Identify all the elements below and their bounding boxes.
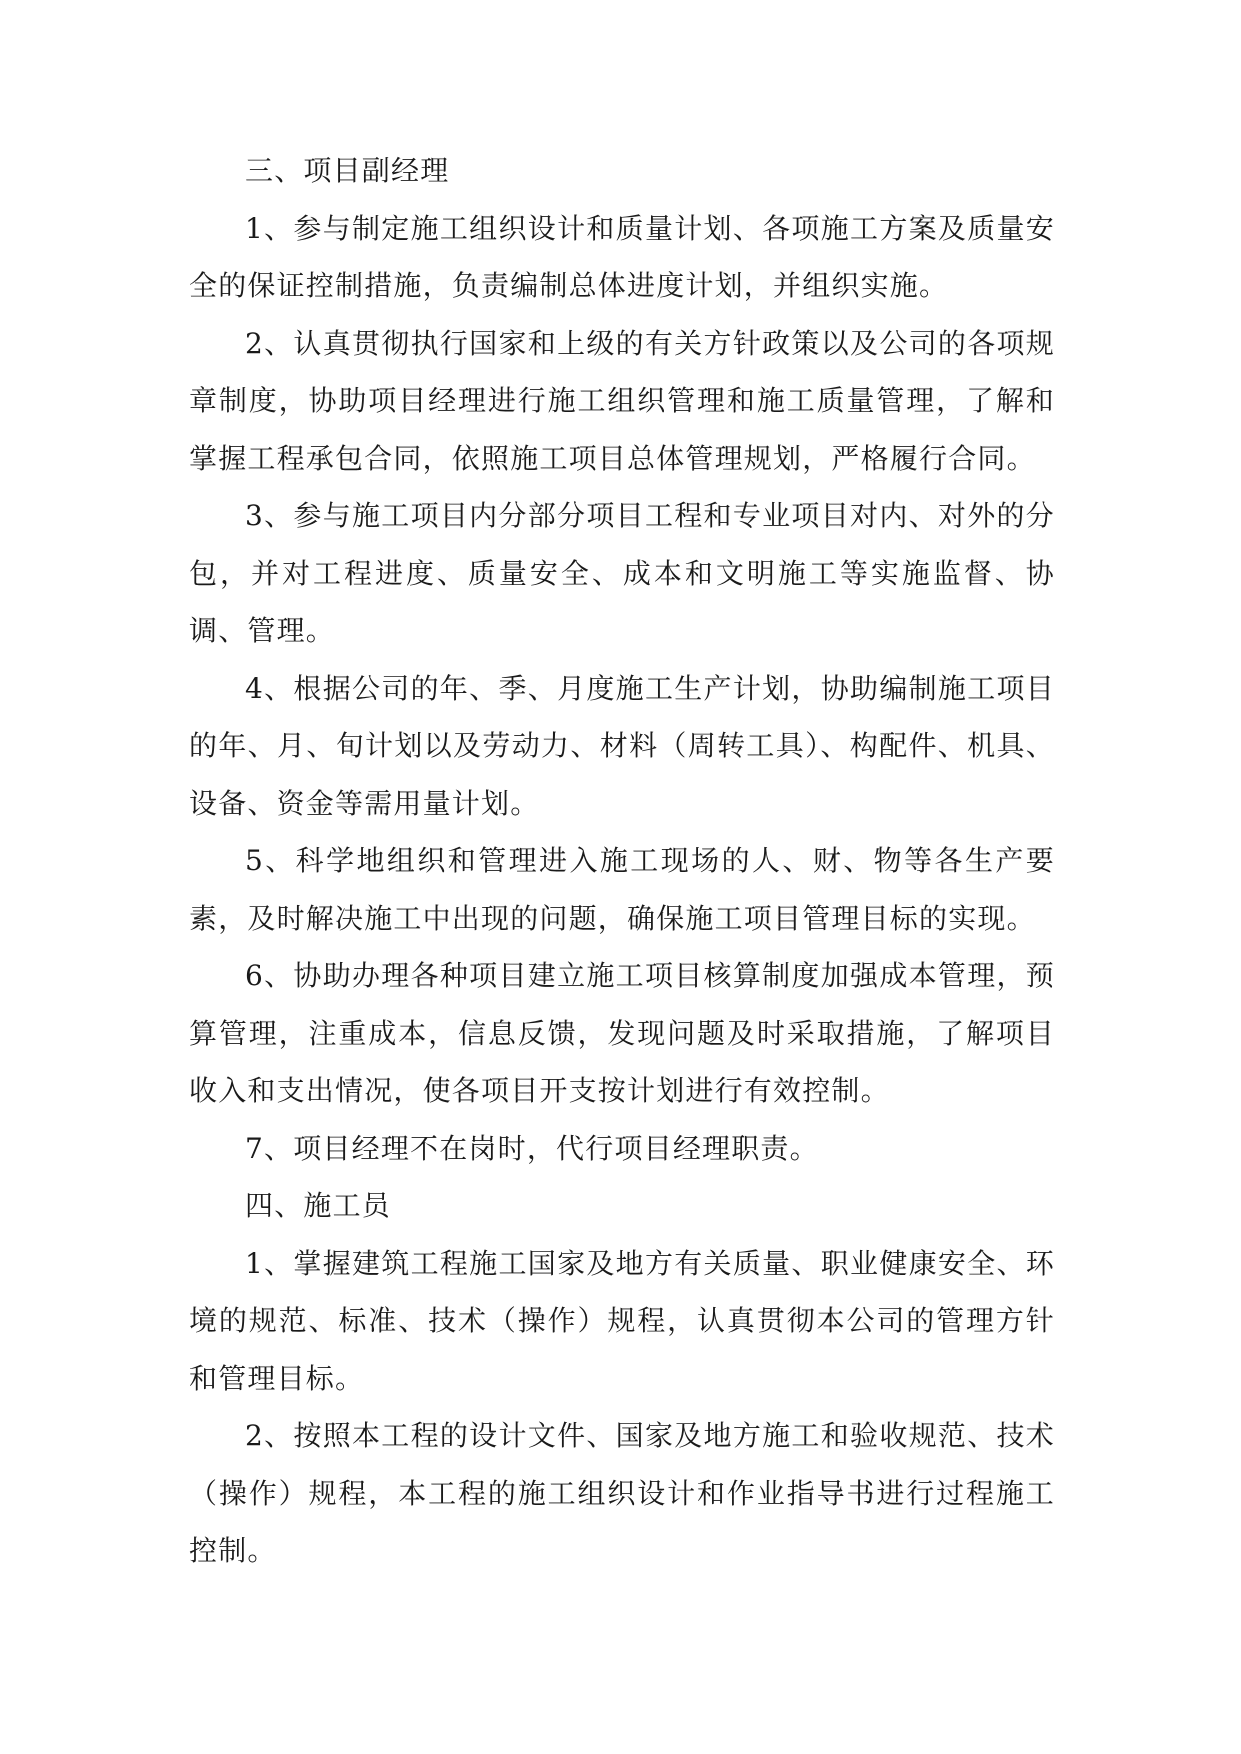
duty-3-2: 2、认真贯彻执行国家和上级的有关方针政策以及公司的各项规章制度，协助项目经理进行施工组织管理和施工质量管理，了解和掌握工程承包合同，依照施工项目总体管理规划，严格履行合同。 — [189, 326, 1055, 475]
section-heading-4: 四、施工员 — [245, 1189, 392, 1222]
duty-3-1: 1、参与制定施工组织设计和质量计划、各项施工方案及质量安全的保证控制措施，负责编制总体进度计划，并组织实施。 — [189, 211, 1055, 302]
duty-3-6: 6、协助办理各种项目建立施工项目核算制度加强成本管理，预算管理，注重成本，信息反馈，发现问题及时采取措施，了解项目收入和支出情况，使各项目开支按计划进行有效控制。 — [189, 959, 1055, 1107]
duty-3-3: 3、参与施工项目内分部分项目工程和专业项目对内、对外的分包，并对工程进度、质量安全、成本和文明施工等实施监督、协调、管理。 — [189, 499, 1055, 647]
duty-3-7: 7、项目经理不在岗时，代行项目经理职责。 — [245, 1131, 819, 1165]
duty-3-4: 4、根据公司的年、季、月度施工生产计划，协助编制施工项目的年、月、旬计划以及劳动力、材料（周转工具）、构配件、机具、设备、资金等需用量计划。 — [189, 671, 1055, 820]
section-heading-3: 三、项目副经理 — [245, 154, 450, 187]
duty-4-2: 2、按照本工程的设计文件、国家及地方施工和验收规范、技术（操作）规程，本工程的施工组织设计和作业指导书进行过程施工控制。 — [189, 1419, 1055, 1567]
duty-3-5: 5、科学地组织和管理进入施工现场的人、财、物等各生产要素，及时解决施工中出现的问题，确保施工项目管理目标的实现。 — [189, 844, 1055, 935]
document-body — [189, 142, 1055, 1580]
duty-4-1: 1、掌握建筑工程施工国家及地方有关质量、职业健康安全、环境的规范、标准、技术（操作）规程，认真贯彻本公司的管理方针和管理目标。 — [189, 1246, 1055, 1395]
